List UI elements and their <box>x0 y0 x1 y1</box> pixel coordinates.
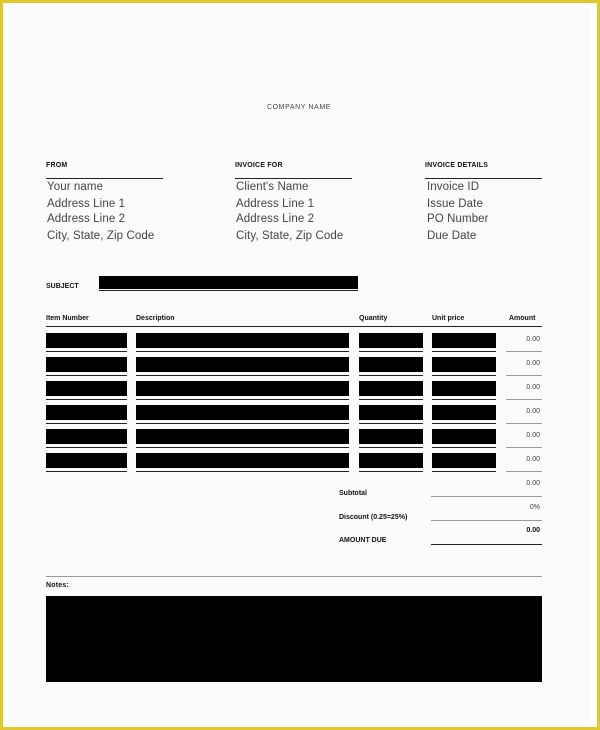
client-name: Client's Name <box>236 181 309 193</box>
unit-price-cell-rule <box>432 447 496 448</box>
subtotal-value: 0.00 <box>526 480 540 487</box>
amount-cell-rule <box>506 375 542 376</box>
invoice-details-heading-rule <box>425 178 542 179</box>
notes-redaction <box>46 596 542 682</box>
quantity-cell-rule <box>359 447 423 448</box>
quantity-cell-redaction <box>359 405 423 420</box>
header-quantity: Quantity <box>359 315 388 322</box>
due-date: Due Date <box>427 230 477 242</box>
notes-label: Notes: <box>46 582 69 589</box>
invoice-for-heading: INVOICE FOR <box>235 162 283 169</box>
header-amount: Amount <box>509 315 536 322</box>
amount-cell-rule <box>506 423 542 424</box>
quantity-cell-rule <box>359 423 423 424</box>
quantity-cell-redaction <box>359 333 423 348</box>
description-cell-redaction <box>136 453 349 468</box>
item-number-cell-redaction <box>46 405 127 420</box>
subject-redaction <box>99 276 358 289</box>
company-name: COMPANY NAME <box>266 104 332 111</box>
description-cell-rule <box>136 447 349 448</box>
from-heading-rule <box>46 178 163 179</box>
amount-cell: 0.00 <box>526 384 540 391</box>
description-cell-redaction <box>136 381 349 396</box>
quantity-cell-redaction <box>359 381 423 396</box>
description-cell-redaction <box>136 333 349 348</box>
header-unit-price: Unit price <box>432 315 465 322</box>
description-cell-rule <box>136 423 349 424</box>
from-address-2: Address Line 2 <box>47 213 126 225</box>
from-heading: FROM <box>46 162 68 169</box>
item-number-cell-redaction <box>46 357 127 372</box>
quantity-cell-rule <box>359 351 423 352</box>
amount-cell: 0.00 <box>526 408 540 415</box>
amount-cell-rule <box>506 471 542 472</box>
quantity-cell-redaction <box>359 429 423 444</box>
subject-label: SUBJECT <box>46 283 79 290</box>
item-number-cell-redaction <box>46 429 127 444</box>
item-number-cell-rule <box>46 375 127 376</box>
description-cell-redaction <box>136 405 349 420</box>
amount-cell: 0.00 <box>526 456 540 463</box>
quantity-cell-rule <box>359 375 423 376</box>
notes-top-rule <box>46 576 542 577</box>
amount-cell: 0.00 <box>526 336 540 343</box>
amount-cell: 0.00 <box>526 432 540 439</box>
unit-price-cell-rule <box>432 351 496 352</box>
item-number-cell-redaction <box>46 333 127 348</box>
subtotal-rule <box>431 496 542 497</box>
header-item-number: Item Number <box>46 315 89 322</box>
table-header-rule <box>46 326 542 327</box>
amount-cell-rule <box>506 447 542 448</box>
client-address-1: Address Line 1 <box>236 198 315 210</box>
invoice-for-heading-rule <box>235 178 352 179</box>
quantity-cell-rule <box>359 399 423 400</box>
amount-due-rule <box>431 544 542 545</box>
invoice-details-heading: INVOICE DETAILS <box>425 162 489 169</box>
from-city-state-zip: City, State, Zip Code <box>47 230 155 242</box>
item-number-cell-redaction <box>46 381 127 396</box>
client-city-state-zip: City, State, Zip Code <box>236 230 344 242</box>
description-cell-rule <box>136 471 349 472</box>
item-number-cell-rule <box>46 399 127 400</box>
invoice-page <box>8 6 590 722</box>
item-number-cell-rule <box>46 351 127 352</box>
unit-price-cell-rule <box>432 423 496 424</box>
amount-cell: 0.00 <box>526 360 540 367</box>
unit-price-cell-rule <box>432 399 496 400</box>
subject-rule <box>99 290 358 291</box>
discount-label: Discount (0.25=25%) <box>339 514 408 521</box>
item-number-cell-redaction <box>46 453 127 468</box>
po-number: PO Number <box>427 213 489 225</box>
amount-due-label: AMOUNT DUE <box>339 537 387 544</box>
item-number-cell-rule <box>46 471 127 472</box>
client-address-2: Address Line 2 <box>236 213 315 225</box>
description-cell-redaction <box>136 429 349 444</box>
amount-cell-rule <box>506 399 542 400</box>
item-number-cell-rule <box>46 423 127 424</box>
quantity-cell-redaction <box>359 453 423 468</box>
header-description: Description <box>136 315 175 322</box>
amount-due-value: 0.00 <box>526 527 540 534</box>
description-cell-rule <box>136 375 349 376</box>
subtotal-label: Subtotal <box>339 490 367 497</box>
unit-price-cell-rule <box>432 471 496 472</box>
description-cell-rule <box>136 351 349 352</box>
quantity-cell-rule <box>359 471 423 472</box>
from-address-1: Address Line 1 <box>47 198 126 210</box>
discount-rule <box>431 520 542 521</box>
description-cell-rule <box>136 399 349 400</box>
discount-value: 0% <box>529 504 540 511</box>
quantity-cell-redaction <box>359 357 423 372</box>
amount-cell-rule <box>506 351 542 352</box>
from-name: Your name <box>47 181 104 193</box>
item-number-cell-rule <box>46 447 127 448</box>
description-cell-redaction <box>136 357 349 372</box>
invoice-id: Invoice ID <box>427 181 480 193</box>
unit-price-cell-rule <box>432 375 496 376</box>
issue-date: Issue Date <box>427 198 483 210</box>
